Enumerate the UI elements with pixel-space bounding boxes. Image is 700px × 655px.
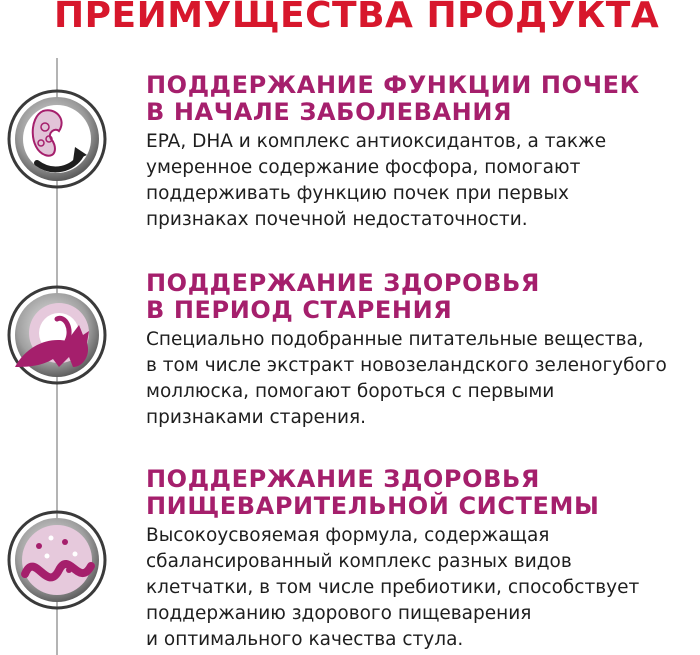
benefit-aging: [146, 270, 700, 431]
benefit-heading: ПОДДЕРЖАНИЕ ЗДОРОВЬЯ В ПЕРИОД СТАРЕНИЯ: [146, 269, 540, 324]
benefit-kidney: [146, 72, 700, 233]
benefit-digestion: [146, 466, 700, 653]
kidney-icon: [7, 89, 107, 189]
cat-badge: [7, 285, 107, 385]
kidney-badge: [7, 89, 107, 189]
page-title: ПРЕИМУЩЕСТВА ПРОДУКТА: [54, 0, 660, 36]
benefit-heading: ПОДДЕРЖАНИЕ ФУНКЦИИ ПОЧЕК В НАЧАЛЕ ЗАБОЛЕВАНИЯ: [146, 71, 640, 126]
benefit-text: EPA, DHA и комплекс антиоксидантов, а также умеренное содержание фосфора, помогают поддерживать функцию почек при первых признаках почечной недостаточности.: [146, 131, 607, 230]
cat-icon: [7, 285, 107, 385]
digestion-badge: [7, 510, 107, 610]
benefit-text: Специально подобранные питательные вещества, в том числе экстракт новозеландского зеленогубого моллюска, помогают бороться с первыми признаками старения.: [146, 329, 667, 428]
digestion-icon: [7, 510, 107, 610]
benefit-heading: ПОДДЕРЖАНИЕ ЗДОРОВЬЯ ПИЩЕВАРИТЕЛЬНОЙ СИСТЕМЫ: [146, 465, 600, 520]
benefit-text: Высокоусвояемая формула, содержащая сбалансированный комплекс разных видов клетчатки, в том числе пребиотики, способствует поддержанию здорового пищеварения и оптимального качества стула.: [146, 525, 640, 650]
